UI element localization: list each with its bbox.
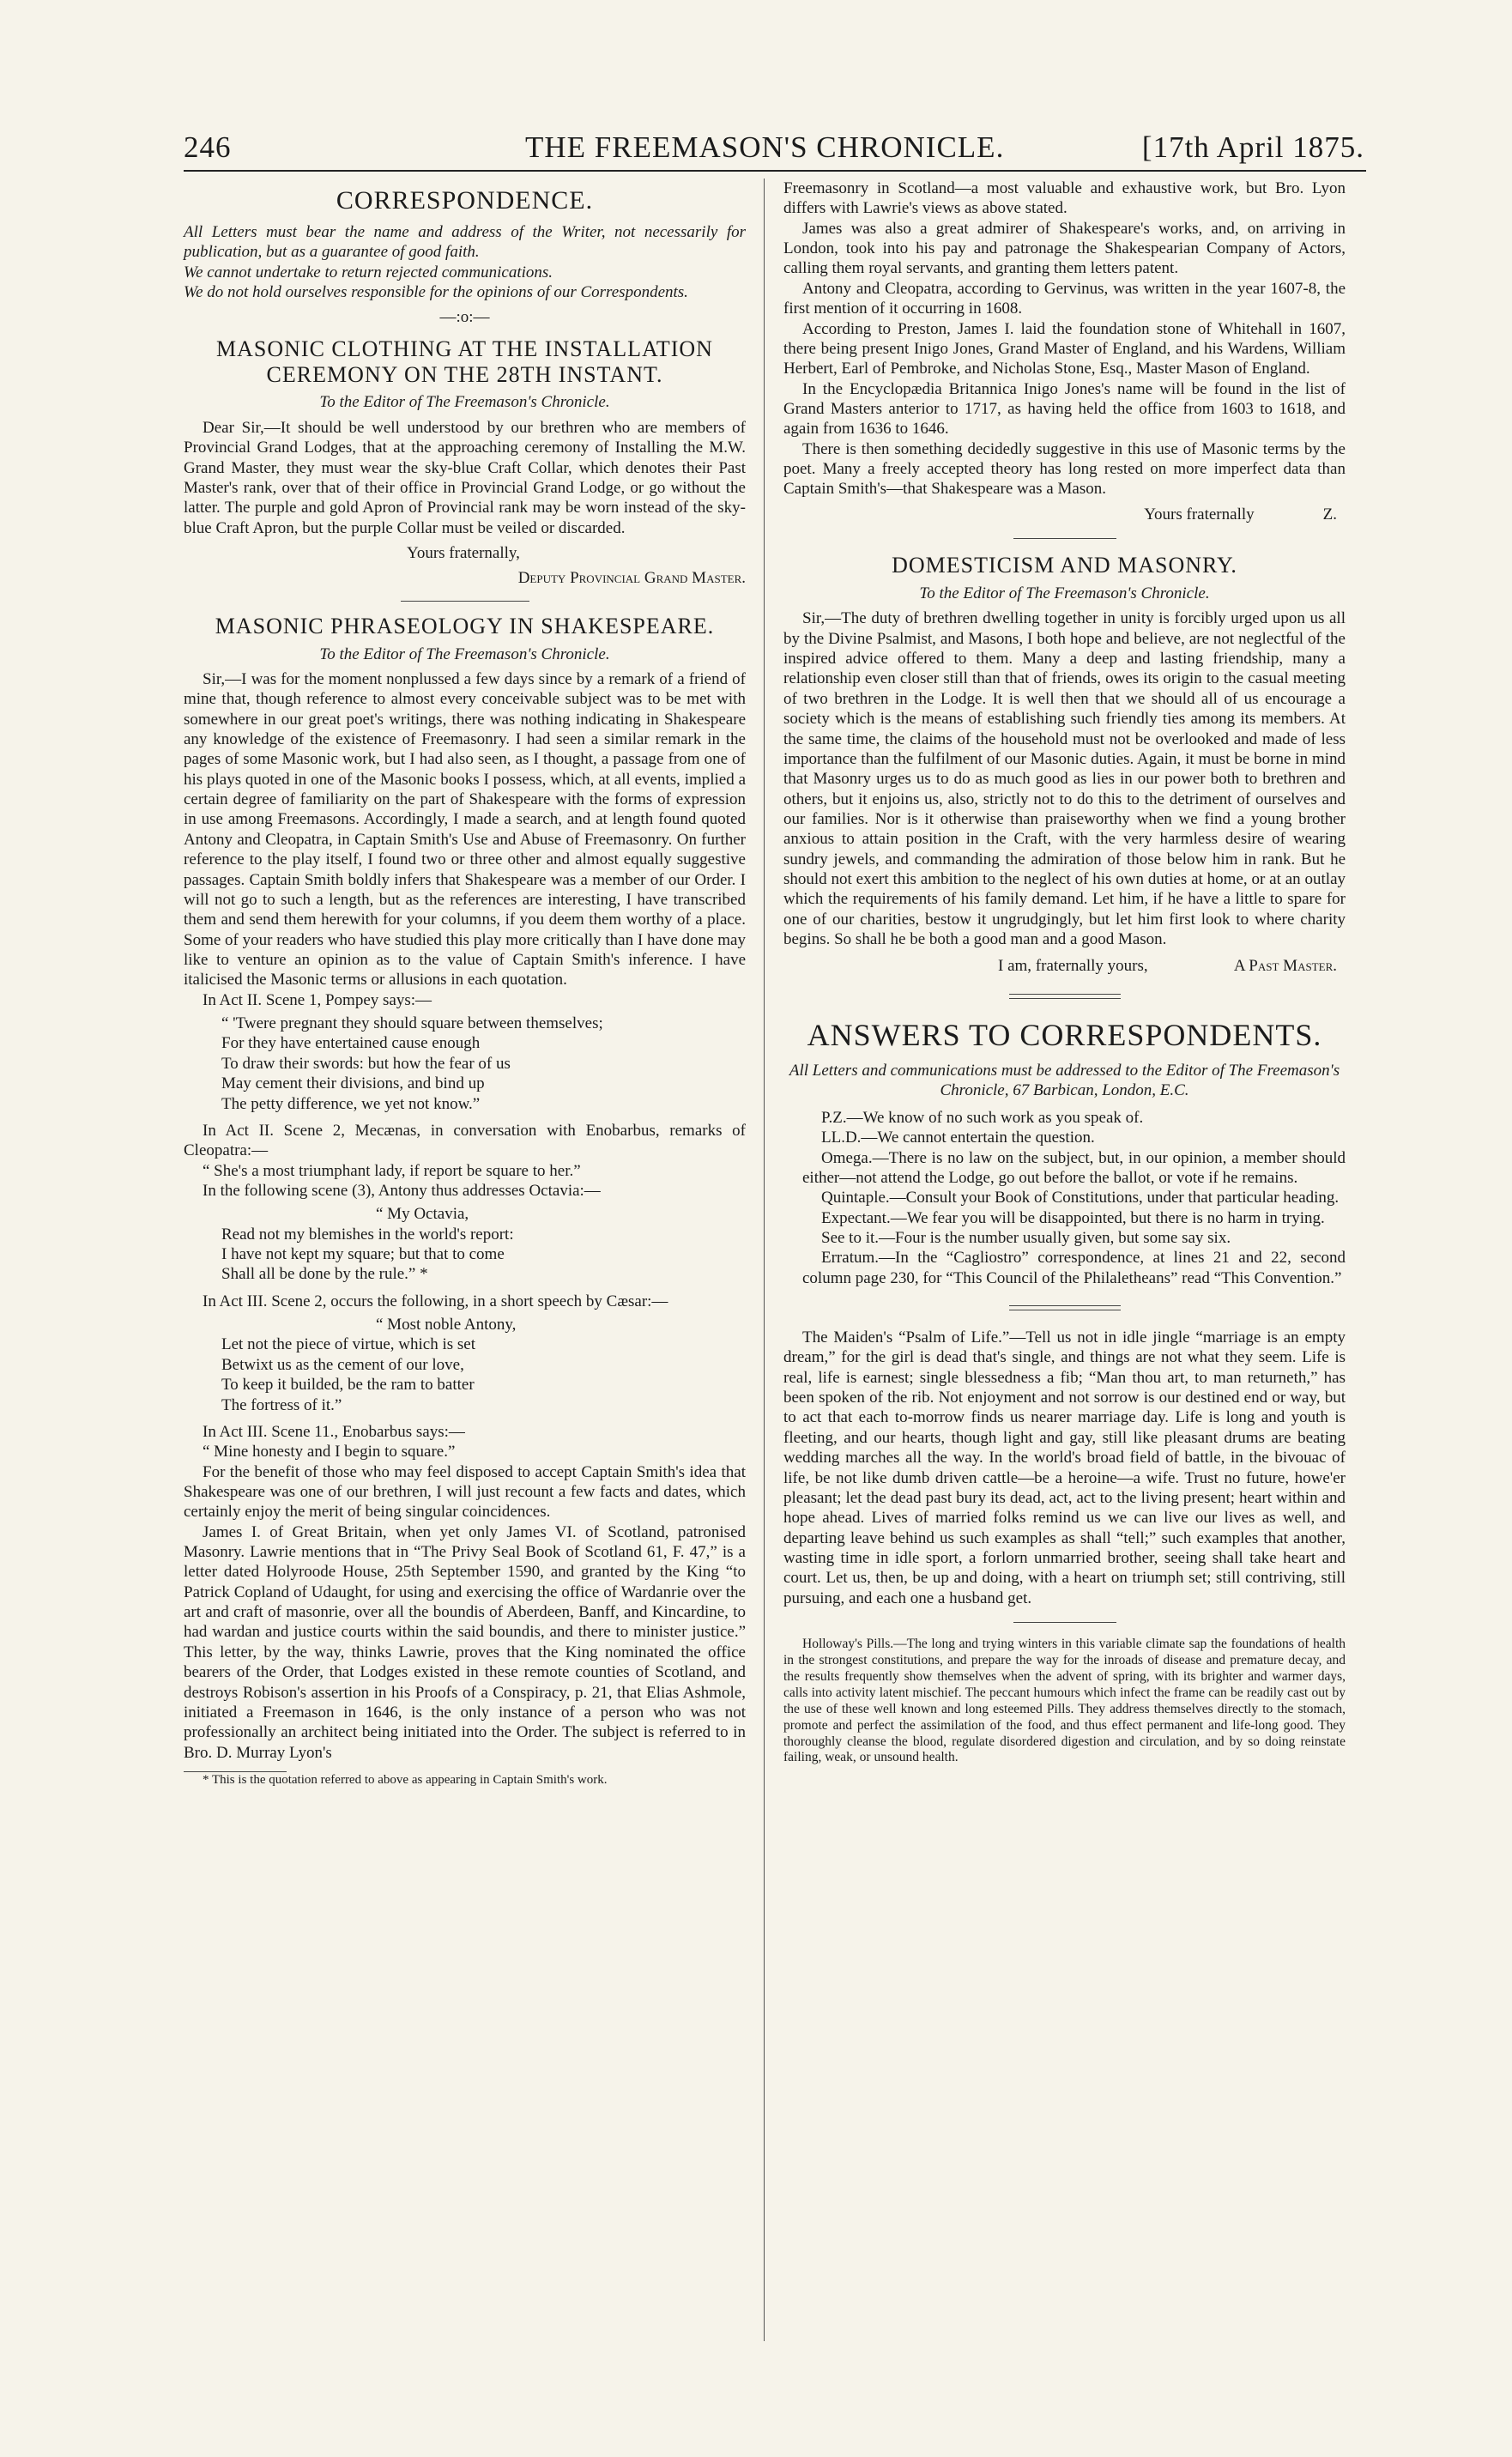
answers-notice: All Letters and communications must be addressed to the Editor of The Freemason's Chronicle, 67 Barbican, London, E.C. [789, 1062, 1340, 1100]
continuation-signoff [783, 505, 1346, 524]
continuation-para-5: In the Encyclopædia Britannica Inigo Jones's name will be found in the list of Grand Masters anterior to 1717, as having held the office from 1603 to 1618, and again from 1636 to 1646. [783, 379, 1346, 439]
answer-item: See to it.—Four is the number usually given, but some say six. [821, 1228, 1231, 1247]
clothing-body: Dear Sir,—It should be well understood by our brethren who are members of Provincial Grand Lodges, that at the approaching ceremony of Installing the M.W. Grand Master, they must wear the sky-blue Craft Collar, which denotes their Past Master's rank, over that of their office in Provincial Grand Lodge, or go without the latter. The purple and gold Apron of Provincial rank may be worn instead of the sky-blue Craft Apron, but the purple Collar must be veiled or discarded. [184, 418, 746, 537]
domesticism-body: Sir,—The duty of brethren dwelling together in unity is forcibly urged upon us all by the Divine Psalmist, and Masons, I both hope and believe, are not neglectful of the inspired advice offered to them. Many a deep and lasting friendship, many a relationship even closer still than that of friends, owes its origin to the casual meeting of two brethren in the Lodge. It is well then that we should all of us encourage a society which is the means of establishing such friendly ties among its members. At the same time, the claims of the household must not be overlooked and made of less importance than the fulfilment of our Masonic duties. Again, it must be borne in mind that Masonry urges us to do as much good as lies in our power both to brethren and others, but it enjoins us, also, strictly not to do this to the detriment of ourselves and our families. Nor is it otherwise than praiseworthy when we find a young brother anxious to attain position in the Craft, with the very harmless desire of wearing sundry jewels, and commanding the admiration of those below him in rank. But he should not exert this ambition to the neglect of his own duties at home, or at an outlay which the requirements of his family demand. Let him, if he have a little to spare for one of our charities, bestow it ungrudgingly, but let him first look to where charity begins. So shall he be both a good man and a good Mason. [783, 609, 1346, 949]
verse-pompey [221, 1014, 746, 1114]
verse-line: The fortress of it.” [221, 1395, 342, 1414]
verse-line: To keep it builded, be the ram to batter [221, 1376, 475, 1395]
domesticism-signoff [783, 956, 1346, 976]
right-column [783, 179, 1346, 1766]
phraseology-heading: MASONIC PHRASEOLOGY IN SHAKESPEARE. [215, 613, 715, 638]
verse-line: I have not kept my square; but that to come [221, 1245, 505, 1264]
verse-line: Read not my blemishes in the world's report: [221, 1225, 514, 1244]
phraseology-para-10: James I. of Great Britain, when yet only James VI. of Scotland, patronised Masonry. Lawrie mentions that in “The Privy Seal Book of Scotland 61, F. 47,” is a letter dated Holyroode House, 25th September 1590, and granted by the King “to Patrick Copland of Udaught, for using and exercising the office of Wardanrie over the art and craft of masonrie, over all the boundis of Aberdeen, Banff, and Kincardine, to had wardan and justice courts within the said boundis, and there to minister justice.” This letter, by the way, thinks Lawrie, proves that the King nominated the office bearers of the Order, that Lodges existed in these remote counties of Scotland, and destroys Robison's assertion in his Proofs of a Conspiracy, p. 21, that Elias Ashmole, initiated a Freemason in 1646, is the only instance of a person who was not professionally an architect being initiated into the Order. The subject is referred to in Bro. D. Murray Lyon's [184, 1522, 746, 1762]
section-rule [401, 601, 529, 602]
verse-caesar [221, 1315, 746, 1415]
phraseology-para-6: In Act III. Scene 2, occurs the following, in a short speech by Cæsar:— [203, 1292, 668, 1310]
domesticism-signature: A Past Master. [1233, 957, 1337, 976]
verse-line: “ Most noble Antony, [376, 1316, 517, 1334]
clothing-signature: Deputy Provincial Grand Master. [517, 569, 746, 588]
domesticism-heading: DOMESTICISM AND MASONRY. [892, 553, 1237, 578]
continuation-closing: Yours fraternally [1144, 505, 1255, 523]
verse-line: Shall all be done by the rule.” * [221, 1265, 428, 1284]
masthead [184, 127, 1366, 172]
section-rule [1013, 1622, 1116, 1623]
section-rule [1013, 538, 1116, 539]
phraseology-para-1: Sir,—I was for the moment nonplussed a few days since by a remark of a friend of mine that, though reference to almost every conceivable subject was to be met with somewhere in our great poet's writings, there was nothing indicating in Shakespeare any knowledge of the existence of Freemasonry. I had seen a similar remark in the pages of some Masonic work, but I had also seen, as I thought, a passage from one of his plays quoted in one of the Masonic books I possess, which, at all events, implied a certain degree of familiarity on the part of Shakespeare with the forms of expression in use among Freemasons. Accordingly, I made a search, and at length found quoted Antony and Cleopatra, in Captain Smith's Use and Abuse of Freemasonry. On further reference to the play itself, I found two or three other and almost equally suggestive passages. Captain Smith boldly infers that Shakespeare was a member of our Order. I will not go to such a length, but as the references are interesting, I have transcribed them and send them herewith for your columns, if you deem them worthy of a place. Some of your readers who have studied this play more critically than I have done may like to venture an opinion as to the value of Captain Smith's inference. I have italicised the Masonic terms or allusions in each quotation. [184, 669, 746, 989]
answer-item: P.Z.—We know of no such work as you speak of. [821, 1108, 1144, 1127]
verse-line: “ My Octavia, [376, 1205, 469, 1224]
ornament-separator: —:o:— [439, 308, 490, 327]
verse-line: Let not the piece of virtue, which is set [221, 1335, 475, 1354]
phraseology-para-3: In Act II. Scene 2, Mecænas, in conversation with Enobarbus, remarks of Cleopatra:— [184, 1121, 746, 1160]
verse-line: May cement their divisions, and bind up [221, 1074, 485, 1093]
clothing-to-editor: To the Editor of The Freemason's Chronicle. [319, 393, 610, 412]
answers-heading: ANSWERS TO CORRESPONDENTS. [807, 1017, 1322, 1052]
holloway-advert: Holloway's Pills.—The long and trying winters in this variable climate sap the foundations of health in the strongest constitutions, and prepare the way for the inroads of disease and premature decay, and the results frequently show themselves when the advent of spring, with its brighter and warmer days, calls into activity latent mischief. The peccant humours which infect the frame can be readily cast out by the use of these well known and long esteemed Pills. They address themselves directly to the stomach, promote and perfect the assimilation of the food, and thus effect permanent and life-long good. They thoroughly cleanse the blood, regulate disordered digestion and circulation, and by so doing reinstate failing, weak, or unsound health. [783, 1637, 1346, 1765]
correspondence-notice-1: All Letters must bear the name and address of the Writer, not necessarily for publication, but as a guarantee of good faith. [184, 222, 746, 262]
answer-item: Erratum.—In the “Cagliostro” correspondence, at lines 21 and 22, second column page 230, for “This Council of the Philaletheans” read “This Convention.” [802, 1249, 1346, 1287]
correspondence-notice-3: We do not hold ourselves responsible for the opinions of our Correspondents. [184, 282, 688, 301]
column-divider [764, 179, 765, 2341]
answer-item: Expectant.—We fear you will be disappointed, but there is no harm in trying. [821, 1208, 1325, 1227]
issue-date: [17th April 1875. [1141, 130, 1364, 164]
continuation-para-4: According to Preston, James I. laid the foundation stone of Whitehall in 1607, there being present Inigo Jones, Grand Master of England, and his Wardens, William Herbert, Earl of Pembroke, and Nicholas Stone, Esq., Master Mason of England. [783, 319, 1346, 378]
phraseology-para-2: In Act II. Scene 1, Pompey says:— [203, 990, 432, 1009]
newspaper-title: THE FREEMASON'S CHRONICLE. [525, 130, 1005, 164]
verse-line: Betwixt us as the cement of our love, [221, 1355, 464, 1374]
answer-item: LL.D.—We cannot entertain the question. [821, 1129, 1095, 1147]
phraseology-quote-square: “ She's a most triumphant lady, if report be square to her.” [203, 1161, 581, 1180]
correspondence-notice-2: We cannot undertake to return rejected communications. [184, 263, 553, 281]
phraseology-para-7: In Act III. Scene 11., Enobarbus says:— [203, 1422, 465, 1441]
left-column [184, 179, 746, 1788]
clothing-closing: Yours fraternally, [407, 543, 520, 562]
verse-antony [221, 1204, 746, 1284]
continuation-signature: Z. [1322, 505, 1337, 523]
phraseology-to-editor: To the Editor of The Freemason's Chronicle. [319, 645, 610, 663]
clothing-heading: MASONIC CLOTHING AT THE INSTALLATION CEREMONY ON THE 28TH INSTANT. [216, 336, 713, 387]
domesticism-to-editor: To the Editor of The Freemason's Chronicle. [919, 584, 1210, 602]
maiden-psalm: The Maiden's “Psalm of Life.”—Tell us not in idle jingle “marriage is an empty dream,” for the girl is dead that's single, and things are not what they seem. Life is real, life is earnest; single blessedness a fib; “Man thou art, to man returneth,” has been spoken of the rib. Not enjoyment and not sorrow is our destined end or way, but to act that each to-morrow finds us nearer marriage day. Life is long and youth is fleeting, and our hearts, though light and gay, still like pleasant drums are beating wedding marches all the way. In the world's broad field of battle, in the bivouac of life, be not like dumb driven cattle—be a heroine—a wife. Trust no future, howe'er pleasant; let the dead past bury its dead, act, act to the living present; heart within and hope ahead. Lives of married folks remind us we can live our lives as well, and departing leave behind us such examples as shall “tell;” such examples that another, wasting time in idle sport, a forlorn unmarried brother, seeing shall take heart and court. Let us, then, be up and doing, with a heart on triumph set; still contriving, still pursuing, and each one a husband get. [783, 1328, 1346, 1607]
continuation-para-3: Antony and Cleopatra, according to Gervinus, was written in the year 1607-8, the first mention of it occurring in 1608. [783, 279, 1346, 318]
verse-line: To draw their swords: but how the fear of us [221, 1054, 511, 1073]
phraseology-para-9: For the benefit of those who may feel disposed to accept Captain Smith's idea that Shakespeare was one of our brethren, I will just recount a few facts and dates, which certainly enjoy the merit of being singular coincidences. [184, 1462, 746, 1522]
phraseology-para-5: In the following scene (3), Antony thus addresses Octavia:— [203, 1181, 601, 1200]
domesticism-closing: I am, fraternally yours, [998, 957, 1148, 976]
section-double-rule [1009, 994, 1121, 999]
verse-line: “ 'Twere pregnant they should square between themselves; [221, 1014, 603, 1033]
section-double-rule [1009, 1305, 1121, 1310]
answer-item: Quintaple.—Consult your Book of Constitutions, under that particular heading. [821, 1189, 1340, 1207]
answer-item: Omega.—There is no law on the subject, but, in our opinion, a member should either—not attend the Lodge, go out before the ballot, or vote if he remains. [802, 1148, 1346, 1187]
footnote: * This is the quotation referred to above as appearing in Captain Smith's work. [203, 1773, 608, 1787]
phraseology-quote-honesty: “ Mine honesty and I begin to square.” [203, 1443, 456, 1461]
verse-line: For they have entertained cause enough [221, 1034, 481, 1053]
correspondence-heading: CORRESPONDENCE. [336, 186, 594, 215]
page-number: 246 [184, 130, 232, 164]
continuation-para-1: Freemasonry in Scotland—a most valuable and exhaustive work, but Bro. Lyon differs with Lawrie's views as above stated. [783, 179, 1346, 218]
verse-line: The petty difference, we yet not know.” [221, 1094, 481, 1113]
continuation-para-2: James was also a great admirer of Shakespeare's works, and, on arriving in London, took into his pay and patronage the Shakespearian Company of Actors, calling them royal servants, and granting them letters patent. [783, 219, 1346, 278]
continuation-para-6: There is then something decidedly suggestive in this use of Masonic terms by the poet. Many a freely accepted theory has long rested on more imperfect data than Captain Smith's—that Shakespeare was a Mason. [783, 439, 1346, 499]
